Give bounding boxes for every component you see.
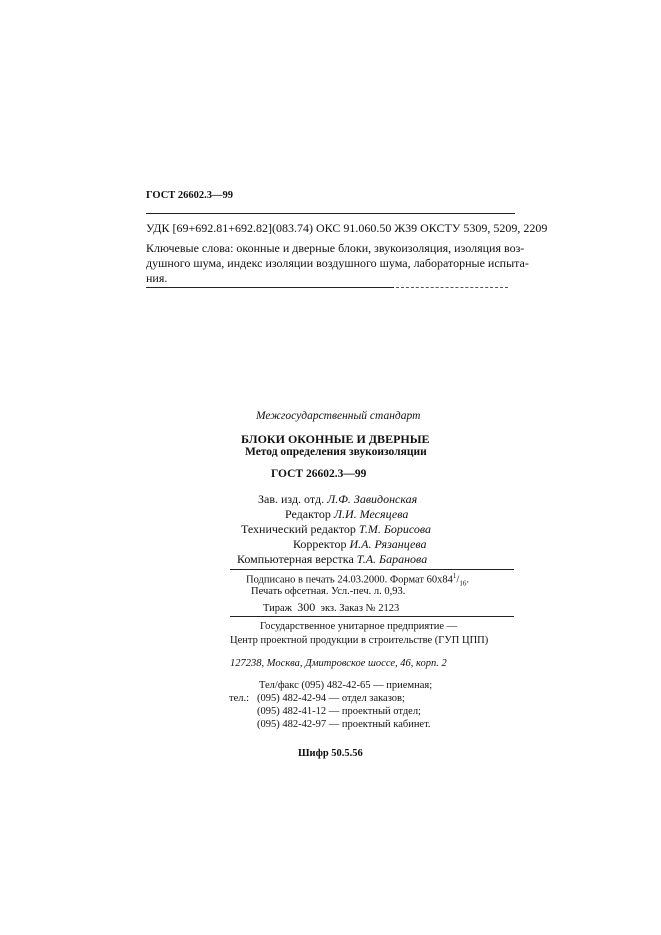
credit-line — [258, 492, 417, 507]
credit-role: Технический редактор — [241, 522, 356, 536]
keywords-rule — [146, 287, 394, 288]
document-category: Межгосударственный стандарт — [256, 410, 421, 422]
print-offset: Печать офсетная. Усл.-печ. л. 0,93. — [251, 586, 406, 597]
keywords-line-1: Ключевые слова: оконные и дверные блоки, звукоизоляция, изоляция воз- — [146, 241, 525, 255]
document-code: ГОСТ 26602.3—99 — [271, 468, 367, 480]
credit-name: Л.И. Месяцева — [333, 507, 409, 521]
credit-line — [237, 552, 427, 567]
contact-line: (095) 482-41-12 — проектный отдел; — [257, 706, 421, 717]
cipher-code: Шифр 50.5.56 — [298, 748, 363, 759]
header-rule — [146, 213, 515, 214]
publisher-line-1: Государственное унитарное предприятие — — [260, 621, 458, 632]
credit-name: Т.М. Борисова — [358, 522, 432, 536]
credits-rule — [230, 569, 514, 570]
credit-line — [241, 522, 431, 537]
credit-line — [293, 537, 427, 552]
publisher-address: 127238, Москва, Дмитровское шоссе, 46, корп. 2 — [230, 658, 447, 669]
print-signed: Подписано в печать 24.03.2000. Формат $60х84^1/_{16}$. — [246, 572, 469, 588]
credit-line — [285, 507, 408, 522]
contact-line: тел.: (095) 482-42-94 — отдел заказов; — [229, 693, 405, 704]
udk-line: УДК [69+692.81+692.82](083.74) ОКС 91.060.50 Ж39 ОКСТУ 5309, 5209, 2209 — [146, 221, 548, 235]
publisher-line-2: Центр проектной продукции в строительстве (ГУП ЦПП) — [230, 635, 489, 646]
contact-line: (095) 482-42-97 — проектный кабинет. — [257, 719, 431, 730]
print-run: Тираж 300 экз. Заказ № 2123 — [263, 600, 400, 614]
print-rule — [230, 616, 514, 617]
credit-role: Зав. изд. отд. — [258, 492, 325, 506]
contact-line: Тел/факс (095) 482-42-65 — приемная; — [259, 680, 433, 691]
credit-name: Т.А. Баранова — [356, 552, 428, 566]
credit-role: Редактор — [285, 507, 331, 521]
credit-role: Корректор — [293, 537, 347, 551]
credit-name: Л.Ф. Завидонская — [327, 492, 418, 506]
standard-code: ГОСТ 26602.3—99 — [146, 190, 234, 201]
keywords-line-3: ния. — [146, 271, 168, 285]
credit-role: Компьютерная верстка — [237, 552, 354, 566]
credit-name: И.А. Рязанцева — [349, 537, 427, 551]
keywords-line-2: душного шума, индекс изоляции воздушного шума, лабораторные испыта- — [146, 256, 529, 270]
document-subtitle: Метод определения звукоизоляции — [245, 446, 427, 458]
document-title: БЛОКИ ОКОННЫЕ И ДВЕРНЫЕ — [241, 432, 430, 446]
keywords-rule-dashed — [396, 287, 508, 288]
